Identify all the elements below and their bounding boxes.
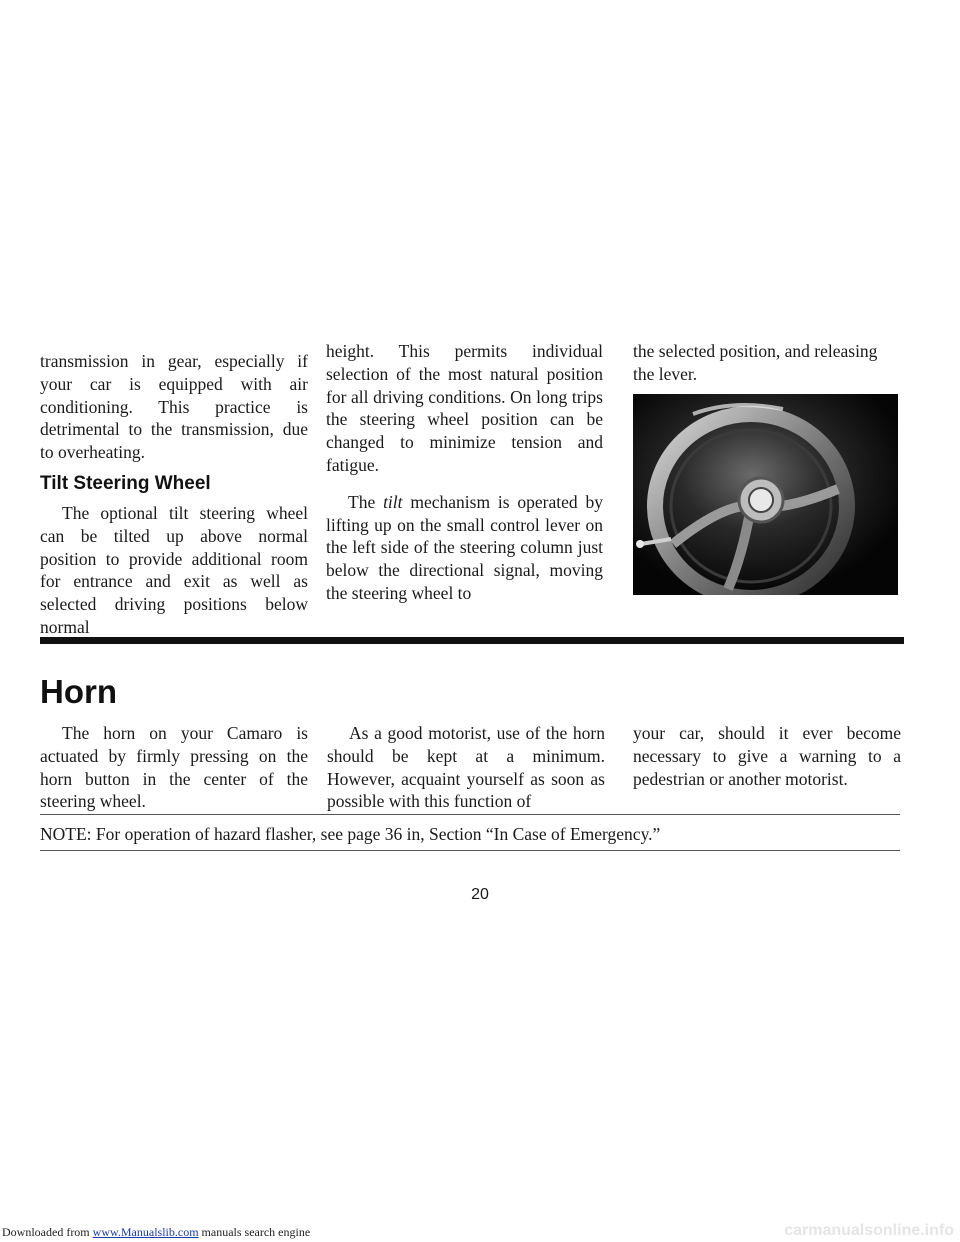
note-bottom-rule — [40, 850, 900, 851]
note-top-rule — [40, 814, 900, 815]
footer-prefix: Downloaded from — [2, 1225, 93, 1239]
steering-wheel-illustration — [633, 394, 898, 595]
paragraph-tilt-intro: The optional tilt steering wheel can be tilted up above normal position to provide additional room for entrance and exit as well as selected driving positions below normal — [40, 502, 308, 637]
page-number: 20 — [471, 886, 489, 903]
note-hazard-flasher: NOTE: For operation of hazard flasher, see page 36 in, Section “In Case of Emergency.” — [40, 824, 661, 844]
horn-column-1 — [40, 722, 308, 813]
footer-source — [2, 1222, 310, 1242]
watermark: carmanualsonline.info — [784, 1222, 954, 1239]
subheading-tilt-steering: Tilt Steering Wheel — [40, 472, 211, 494]
text-span: The — [348, 491, 384, 512]
manualslib-link[interactable]: www.Manualslib.com — [92, 1225, 199, 1239]
footer-suffix: manuals search engine — [198, 1225, 311, 1239]
steering-wheel-photo — [633, 394, 898, 595]
paragraph-transmission: transmission in gear, especially if your car is equipped with air conditioning. This practice is detrimental to the transmission, due to overheating. — [40, 351, 308, 463]
footer — [0, 1222, 960, 1242]
horn-column-2 — [327, 722, 605, 813]
section-divider — [40, 637, 904, 644]
horn-column-3 — [633, 722, 901, 790]
column-2 — [326, 340, 603, 605]
italic-term: tilt — [383, 491, 403, 512]
column-1 — [40, 350, 308, 639]
paragraph-horn-warning: your car, should it ever become necessary to give a warning to a pedestrian or another motorist. — [633, 723, 901, 789]
paragraph-horn-minimum: As a good motorist, use of the horn should be kept at a minimum. However, acquaint yourself as soon as possible with this function of — [327, 723, 605, 812]
section-title-horn: Horn — [40, 673, 117, 710]
text-span: mechanism is operated by lifting up on the small control lever on the left side of the steering column just below the directional signal, moving the steering wheel to — [326, 491, 603, 603]
paragraph-releasing: the selected position, and releasing the lever. — [633, 341, 878, 384]
paragraph-horn-actuation: The horn on your Camaro is actuated by firmly pressing on the horn button in the center of the steering wheel. — [40, 723, 308, 812]
column-3 — [633, 340, 903, 386]
paragraph-tilt-height: height. This permits individual selection of the most natural position for all driving conditions. On long trips the steering wheel position can be changed to minimize tension and fatigue. — [326, 341, 603, 475]
paragraph-tilt-mechanism — [326, 491, 603, 605]
